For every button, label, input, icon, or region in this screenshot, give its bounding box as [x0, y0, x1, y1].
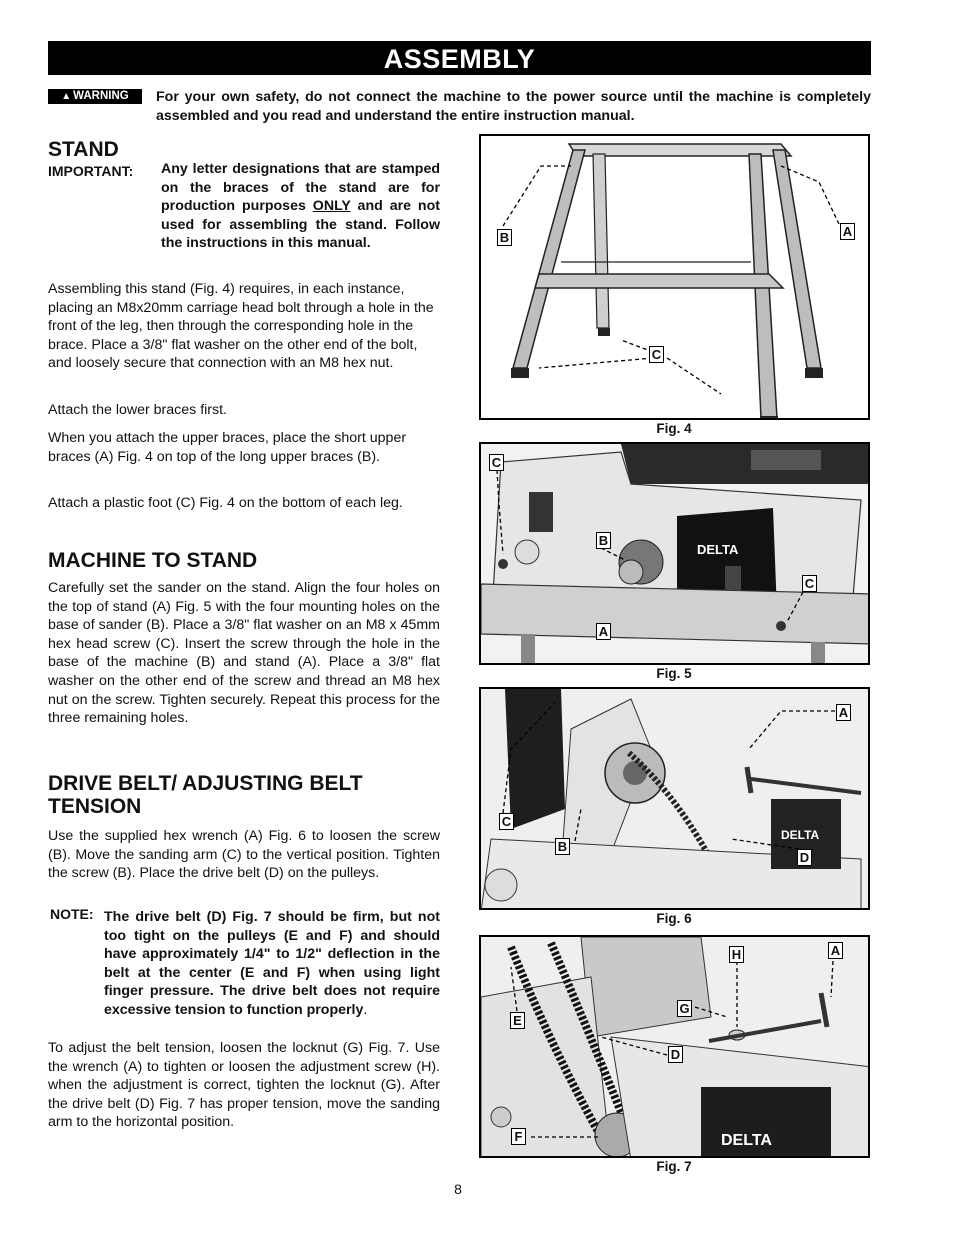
- note-text: [104, 908, 440, 1020]
- fig5-caption: Fig. 5: [656, 666, 692, 681]
- figure-5-machine-to-stand: [479, 442, 870, 665]
- fig7-callout-h: H: [729, 946, 744, 963]
- machine-on-stand-illustration: [481, 444, 870, 665]
- stand-heading: STAND: [48, 138, 119, 161]
- belt-heading-line2: TENSION: [48, 795, 142, 818]
- page-number: 8: [454, 1181, 462, 1197]
- stand-paragraph-3: When you attach the upper braces, place the short upper braces (A) Fig. 4 on top of the long upper braces (B).: [48, 430, 407, 465]
- belt-paragraph-2: To adjust the belt tension, loosen the locknut (G) Fig. 7. Use the wrench (A) to tighten or loosen the adjustment screw (H). when the adjustment is correct, tighten the locknut (G). After the drive belt (D) Fig. 7 has proper tension, move the sanding arm to the horizontal position.: [48, 1040, 440, 1131]
- figure-6-drive-belt: [479, 687, 870, 910]
- important-text-post: and are not used for assembling the stand. Follow the instructions in this manual.: [161, 198, 440, 252]
- belt-heading: [48, 772, 363, 818]
- fig7-callout-g: G: [677, 1000, 692, 1017]
- stand-illustration: [481, 136, 870, 420]
- fig4-callout-a: A: [840, 223, 855, 240]
- delta-logo: DELTA: [697, 542, 739, 557]
- important-text-only: ONLY: [312, 198, 351, 215]
- fig4-callout-b: B: [497, 229, 512, 246]
- important-text: [161, 160, 440, 253]
- fig4-callout-c: C: [649, 346, 664, 363]
- important-text-pre: Any letter designations that are stamped on the braces of the stand are for production purposes: [161, 161, 440, 215]
- fig6-callout-d: D: [797, 849, 812, 866]
- figure-7-belt-tension: [479, 935, 870, 1158]
- fig7-callout-a: A: [828, 942, 843, 959]
- fig5-callout-c-right: C: [802, 575, 817, 592]
- fig7-callout-e: E: [510, 1012, 525, 1029]
- fig7-callout-d: D: [668, 1046, 683, 1063]
- belt-heading-line1: DRIVE BELT/ ADJUSTING BELT: [48, 772, 363, 795]
- note-label: NOTE:: [50, 906, 94, 922]
- belt-paragraph-1: Use the supplied hex wrench (A) Fig. 6 to loosen the screw (B). Move the sanding arm (C) to the vertical position. Tighten the screw (B). Place the drive belt (D) on the pulleys.: [48, 828, 440, 882]
- fig5-callout-c-top: C: [489, 454, 504, 471]
- fig6-callout-b: B: [555, 838, 570, 855]
- fig6-caption: Fig. 6: [656, 911, 692, 926]
- page-title: ASSEMBLY: [48, 41, 871, 75]
- delta-logo: DELTA: [781, 828, 820, 842]
- figure-4-stand: [479, 134, 870, 420]
- warning-text: For your own safety, do not connect the machine to the power source until the machine is completely assembled and you read and understand the entire instruction manual.: [156, 89, 871, 124]
- important-label: IMPORTANT:: [48, 163, 134, 179]
- fig5-callout-a: A: [596, 623, 611, 640]
- fig7-callout-f: F: [511, 1128, 526, 1145]
- fig7-caption: Fig. 7: [656, 1159, 692, 1174]
- machine-paragraph: Carefully set the sander on the stand. Align the four holes on the top of stand (A) Fig. 5 with the four mounting holes on the base of sander (B). Place a 3/8" flat washer on an M8 x 45mm hex head screw (C). Insert the screw through the hole in the base of the machine (B) and stand (A). Place a 3/8" flat washer on the other end of the screw and thread an M8 hex nut on the screw. Tighten securely. Repeat this process for the three remaining holes.: [48, 580, 440, 727]
- fig6-callout-a: A: [836, 704, 851, 721]
- note-text-end: .: [363, 1001, 368, 1018]
- delta-logo: DELTA: [721, 1132, 772, 1149]
- fig4-caption: Fig. 4: [656, 421, 692, 436]
- stand-paragraph-4: Attach a plastic foot (C) Fig. 4 on the bottom of each leg.: [48, 495, 403, 511]
- fig6-callout-c: C: [499, 813, 514, 830]
- warning-triangle-icon: ▲: [61, 91, 72, 102]
- warning-badge: [48, 89, 142, 104]
- warning-badge-label: WARNING: [73, 90, 129, 102]
- note-text-body: The drive belt (D) Fig. 7 should be firm, but not too tight on the pulleys (E and F) and should have approximately 1/4" to 1/2" deflection in the belt at the center (E and F) when using light finger pressure. The drive belt does not require excessive tension to function properly: [104, 909, 440, 1018]
- drive-belt-illustration: [481, 689, 870, 910]
- fig5-callout-b: B: [596, 532, 611, 549]
- stand-paragraph-2: Attach the lower braces first.: [48, 402, 227, 418]
- machine-heading: MACHINE TO STAND: [48, 549, 258, 572]
- stand-paragraph-1: Assembling this stand (Fig. 4) requires, in each instance, placing an M8x20mm carriage head bolt through a hole in the front of the leg, then through the corresponding hole in the brace. Place a 3/8" flat washer on the other end of the bolt, and loosely secure that connection with an M8 hex nut.: [48, 281, 434, 372]
